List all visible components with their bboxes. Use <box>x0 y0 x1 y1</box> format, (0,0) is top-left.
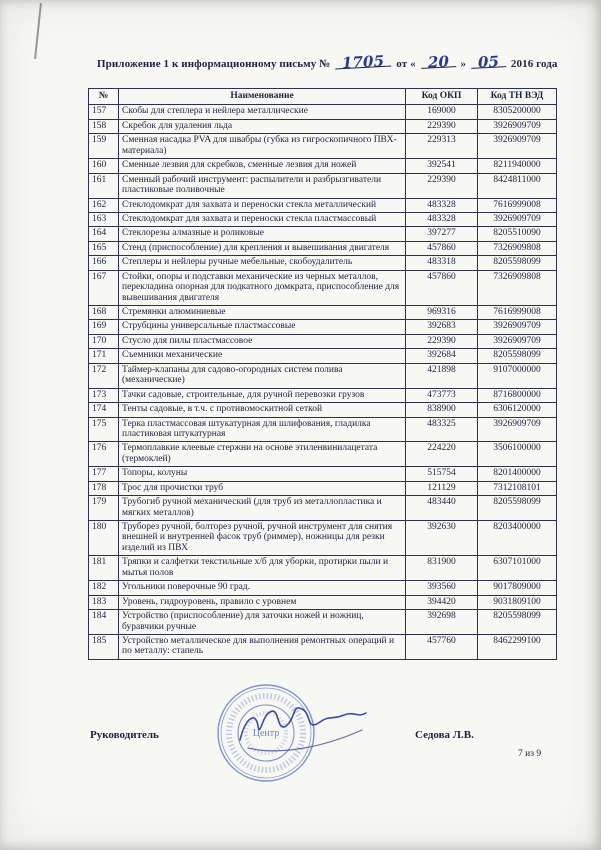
cell-row-number: 183 <box>89 595 119 609</box>
cell-okp-code: 229390 <box>406 173 478 198</box>
cell-row-number: 159 <box>89 134 119 159</box>
cell-row-number: 174 <box>89 403 119 417</box>
cell-item-name: Сменные лезвия для скребков, сменные лезвия для ножей <box>119 159 406 173</box>
cell-tnved-code: 7616999008 <box>478 198 557 212</box>
cell-row-number: 178 <box>89 481 119 495</box>
table-row <box>89 610 557 635</box>
cell-tnved-code: 9017809000 <box>478 581 557 595</box>
cell-row-number: 166 <box>89 256 119 270</box>
table-row <box>89 334 557 348</box>
items-table <box>88 88 557 660</box>
col-header-tnved-code: Код ТН ВЭД <box>478 89 557 105</box>
cell-okp-code: 457860 <box>406 270 478 305</box>
cell-row-number: 170 <box>89 334 119 348</box>
cell-row-number: 176 <box>89 442 119 467</box>
cell-item-name: Тенты садовые, в т.ч. с противомоскитной сеткой <box>119 403 406 417</box>
cell-okp-code: 483318 <box>406 256 478 270</box>
cell-item-name: Уровень, гидроуровень, правило с уровнем <box>119 595 406 609</box>
cell-okp-code: 229390 <box>406 119 478 133</box>
table-row <box>89 521 557 556</box>
cell-tnved-code: 8305200000 <box>478 105 557 119</box>
cell-okp-code: 392541 <box>406 159 478 173</box>
cell-okp-code: 392683 <box>406 320 478 334</box>
cell-item-name: Труборез ручной, болторез ручной, ручной инструмент для снятия внешней и внутренней фасок труб (риммер), ножницы для резки изделий из ПВХ <box>119 521 406 556</box>
cell-okp-code: 969316 <box>406 306 478 320</box>
cell-tnved-code: 8716800000 <box>478 388 557 402</box>
signer-name-label: Седова Л.В. <box>415 729 474 741</box>
header-ot-label: от « <box>396 58 416 70</box>
table-row <box>89 198 557 212</box>
table-row <box>89 159 557 173</box>
cell-tnved-code: 7326909808 <box>478 270 557 305</box>
cell-tnved-code: 3926909709 <box>478 320 557 334</box>
header-quote-close: » <box>460 58 467 70</box>
cell-item-name: Устройство (приспособление) для заточки ножей и ножниц, буравчики ручные <box>119 610 406 635</box>
cell-tnved-code: 3926909709 <box>478 212 557 226</box>
cell-okp-code: 473773 <box>406 388 478 402</box>
cell-okp-code: 392698 <box>406 610 478 635</box>
cell-item-name: Трос для прочистки труб <box>119 481 406 495</box>
cell-okp-code: 392684 <box>406 349 478 363</box>
table-row <box>89 212 557 226</box>
scan-line-artifact <box>34 3 42 59</box>
table-header-row <box>89 89 557 105</box>
table-row <box>89 227 557 241</box>
cell-item-name: Стеклорезы алмазные и роликовые <box>119 227 406 241</box>
cell-item-name: Тачки садовые, строительные, для ручной перевозки грузов <box>119 388 406 402</box>
cell-tnved-code: 3926909709 <box>478 134 557 159</box>
cell-tnved-code: 3926909709 <box>478 119 557 133</box>
table-row <box>89 634 557 659</box>
cell-tnved-code: 8205598099 <box>478 256 557 270</box>
table-row <box>89 306 557 320</box>
cell-row-number: 163 <box>89 212 119 226</box>
col-header-okp-code: Код ОКП <box>406 89 478 105</box>
cell-okp-code: 397277 <box>406 227 478 241</box>
cell-okp-code: 483328 <box>406 212 478 226</box>
cell-row-number: 184 <box>89 610 119 635</box>
table-row <box>89 349 557 363</box>
header-prefix-text: Приложение 1 к информационному письму № <box>97 58 331 70</box>
handwritten-letter-number: 1705 <box>335 56 392 70</box>
stamp-center-text: Центр <box>252 728 280 739</box>
cell-tnved-code: 8205510090 <box>478 227 557 241</box>
table-row <box>89 134 557 159</box>
cell-item-name: Скребок для удаления льда <box>119 119 406 133</box>
document-header <box>97 51 558 73</box>
cell-row-number: 157 <box>89 105 119 119</box>
cell-tnved-code: 7312108101 <box>478 481 557 495</box>
cell-row-number: 168 <box>89 306 119 320</box>
cell-item-name: Стенд (приспособление) для крепления и вывешивания двигателя <box>119 241 406 255</box>
table-row <box>89 481 557 495</box>
cell-tnved-code: 9031809100 <box>478 595 557 609</box>
cell-item-name: Стеклодомкрат для захвата и переноски стекла металлический <box>119 198 406 212</box>
table-row <box>89 442 557 467</box>
cell-row-number: 180 <box>89 521 119 556</box>
cell-row-number: 182 <box>89 581 119 595</box>
header-year-suffix: 2016 года <box>510 58 558 70</box>
cell-okp-code: 515754 <box>406 467 478 481</box>
cell-okp-code: 483325 <box>406 417 478 442</box>
table-row <box>89 595 557 609</box>
cell-row-number: 162 <box>89 198 119 212</box>
table-row <box>89 173 557 198</box>
table-row <box>89 320 557 334</box>
cell-okp-code: 483328 <box>406 198 478 212</box>
cell-row-number: 179 <box>89 496 119 521</box>
cell-okp-code: 392630 <box>406 521 478 556</box>
table-row <box>89 241 557 255</box>
signer-role-label: Руководитель <box>90 729 159 741</box>
cell-item-name: Сменный рабочий инструмент: распылители и разбрызгиватели пластиковые поливочные <box>119 173 406 198</box>
cell-row-number: 167 <box>89 270 119 305</box>
table-row <box>89 363 557 388</box>
cell-tnved-code: 3506100000 <box>478 442 557 467</box>
cell-tnved-code: 6307101000 <box>478 556 557 581</box>
cell-row-number: 185 <box>89 634 119 659</box>
table-row <box>89 556 557 581</box>
cell-tnved-code: 7616999008 <box>478 306 557 320</box>
cell-row-number: 171 <box>89 349 119 363</box>
cell-item-name: Стремянки алюминиевые <box>119 306 406 320</box>
cell-row-number: 181 <box>89 556 119 581</box>
col-header-name: Наименование <box>119 89 406 105</box>
cell-tnved-code: 8203400000 <box>478 521 557 556</box>
cell-item-name: Таймер-клапаны для садово-огородных систем полива (механические) <box>119 363 406 388</box>
table-row <box>89 417 557 442</box>
cell-okp-code: 229313 <box>406 134 478 159</box>
stamp-and-signature <box>198 678 373 790</box>
cell-okp-code: 394420 <box>406 595 478 609</box>
cell-row-number: 177 <box>89 467 119 481</box>
cell-okp-code: 457760 <box>406 634 478 659</box>
cell-item-name: Степлеры и нейлеры ручные мебельные, скобоудалитель <box>119 256 406 270</box>
cell-tnved-code: 3926909709 <box>478 334 557 348</box>
cell-tnved-code: 6306120000 <box>478 403 557 417</box>
cell-okp-code: 838900 <box>406 403 478 417</box>
cell-item-name: Трубогиб ручной механический (для труб из металлопластика и мягких металлов) <box>119 496 406 521</box>
cell-item-name: Угольники поверочные 90 град. <box>119 581 406 595</box>
cell-tnved-code: 8462299100 <box>478 634 557 659</box>
cell-item-name: Съемники механические <box>119 349 406 363</box>
table-row <box>89 119 557 133</box>
table-row <box>89 388 557 402</box>
cell-row-number: 164 <box>89 227 119 241</box>
col-header-number: № <box>89 89 119 105</box>
cell-tnved-code: 8205598099 <box>478 610 557 635</box>
stamp-icon <box>198 678 373 790</box>
cell-okp-code: 121129 <box>406 481 478 495</box>
cell-item-name: Терка пластмассовая штукатурная для шлифования, гладилка пластиковая штукатурная <box>119 417 406 442</box>
cell-okp-code: 421898 <box>406 363 478 388</box>
cell-item-name: Термоплавкие клеевые стержни на основе этиленвинилацетата (термоклей) <box>119 442 406 467</box>
cell-row-number: 165 <box>89 241 119 255</box>
cell-tnved-code: 8205598099 <box>478 349 557 363</box>
cell-tnved-code: 8201400000 <box>478 467 557 481</box>
table-row <box>89 105 557 119</box>
table-row <box>89 581 557 595</box>
cell-tnved-code: 8205598099 <box>478 496 557 521</box>
cell-row-number: 160 <box>89 159 119 173</box>
cell-tnved-code: 8424811000 <box>478 173 557 198</box>
handwritten-month: 05 <box>471 56 507 69</box>
cell-tnved-code: 9107000000 <box>478 363 557 388</box>
cell-tnved-code: 7326909808 <box>478 241 557 255</box>
cell-item-name: Скобы для степлера и нейлера металлические <box>119 105 406 119</box>
cell-item-name: Стойки, опоры и подставки механические из черных металлов, перекладина опорная для подкатного домкрата, приспособление для вывешивания двигателя <box>119 270 406 305</box>
cell-item-name: Сменная насадка PVA для швабры (губка из гигроскопичного ПВХ-материала) <box>119 134 406 159</box>
table-row <box>89 496 557 521</box>
table-body <box>89 105 557 659</box>
cell-okp-code: 393560 <box>406 581 478 595</box>
cell-row-number: 161 <box>89 173 119 198</box>
table-row <box>89 467 557 481</box>
cell-okp-code: 169000 <box>406 105 478 119</box>
table-row <box>89 256 557 270</box>
cell-item-name: Топоры, колуны <box>119 467 406 481</box>
cell-row-number: 173 <box>89 388 119 402</box>
cell-okp-code: 229390 <box>406 334 478 348</box>
cell-tnved-code: 3926909709 <box>478 417 557 442</box>
cell-item-name: Стусло для пилы пластмассовое <box>119 334 406 348</box>
page-number: 7 из 9 <box>518 749 542 759</box>
handwritten-day: 20 <box>420 56 456 69</box>
cell-okp-code: 457860 <box>406 241 478 255</box>
cell-row-number: 169 <box>89 320 119 334</box>
cell-okp-code: 224220 <box>406 442 478 467</box>
cell-item-name: Устройство металлическое для выполнения ремонтных операций и по металлу: стапель <box>119 634 406 659</box>
cell-item-name: Тряпки и салфетки текстильные х/б для уборки, протирки пыли и мытья полов <box>119 556 406 581</box>
table-row <box>89 403 557 417</box>
cell-item-name: Струбцины универсальные пластмассовые <box>119 320 406 334</box>
cell-item-name: Стеклодомкрат для захвата и переноски стекла пластмассовый <box>119 212 406 226</box>
cell-tnved-code: 8211940000 <box>478 159 557 173</box>
cell-okp-code: 483440 <box>406 496 478 521</box>
cell-row-number: 172 <box>89 363 119 388</box>
cell-row-number: 175 <box>89 417 119 442</box>
table-row <box>89 270 557 305</box>
cell-row-number: 158 <box>89 119 119 133</box>
cell-okp-code: 831900 <box>406 556 478 581</box>
